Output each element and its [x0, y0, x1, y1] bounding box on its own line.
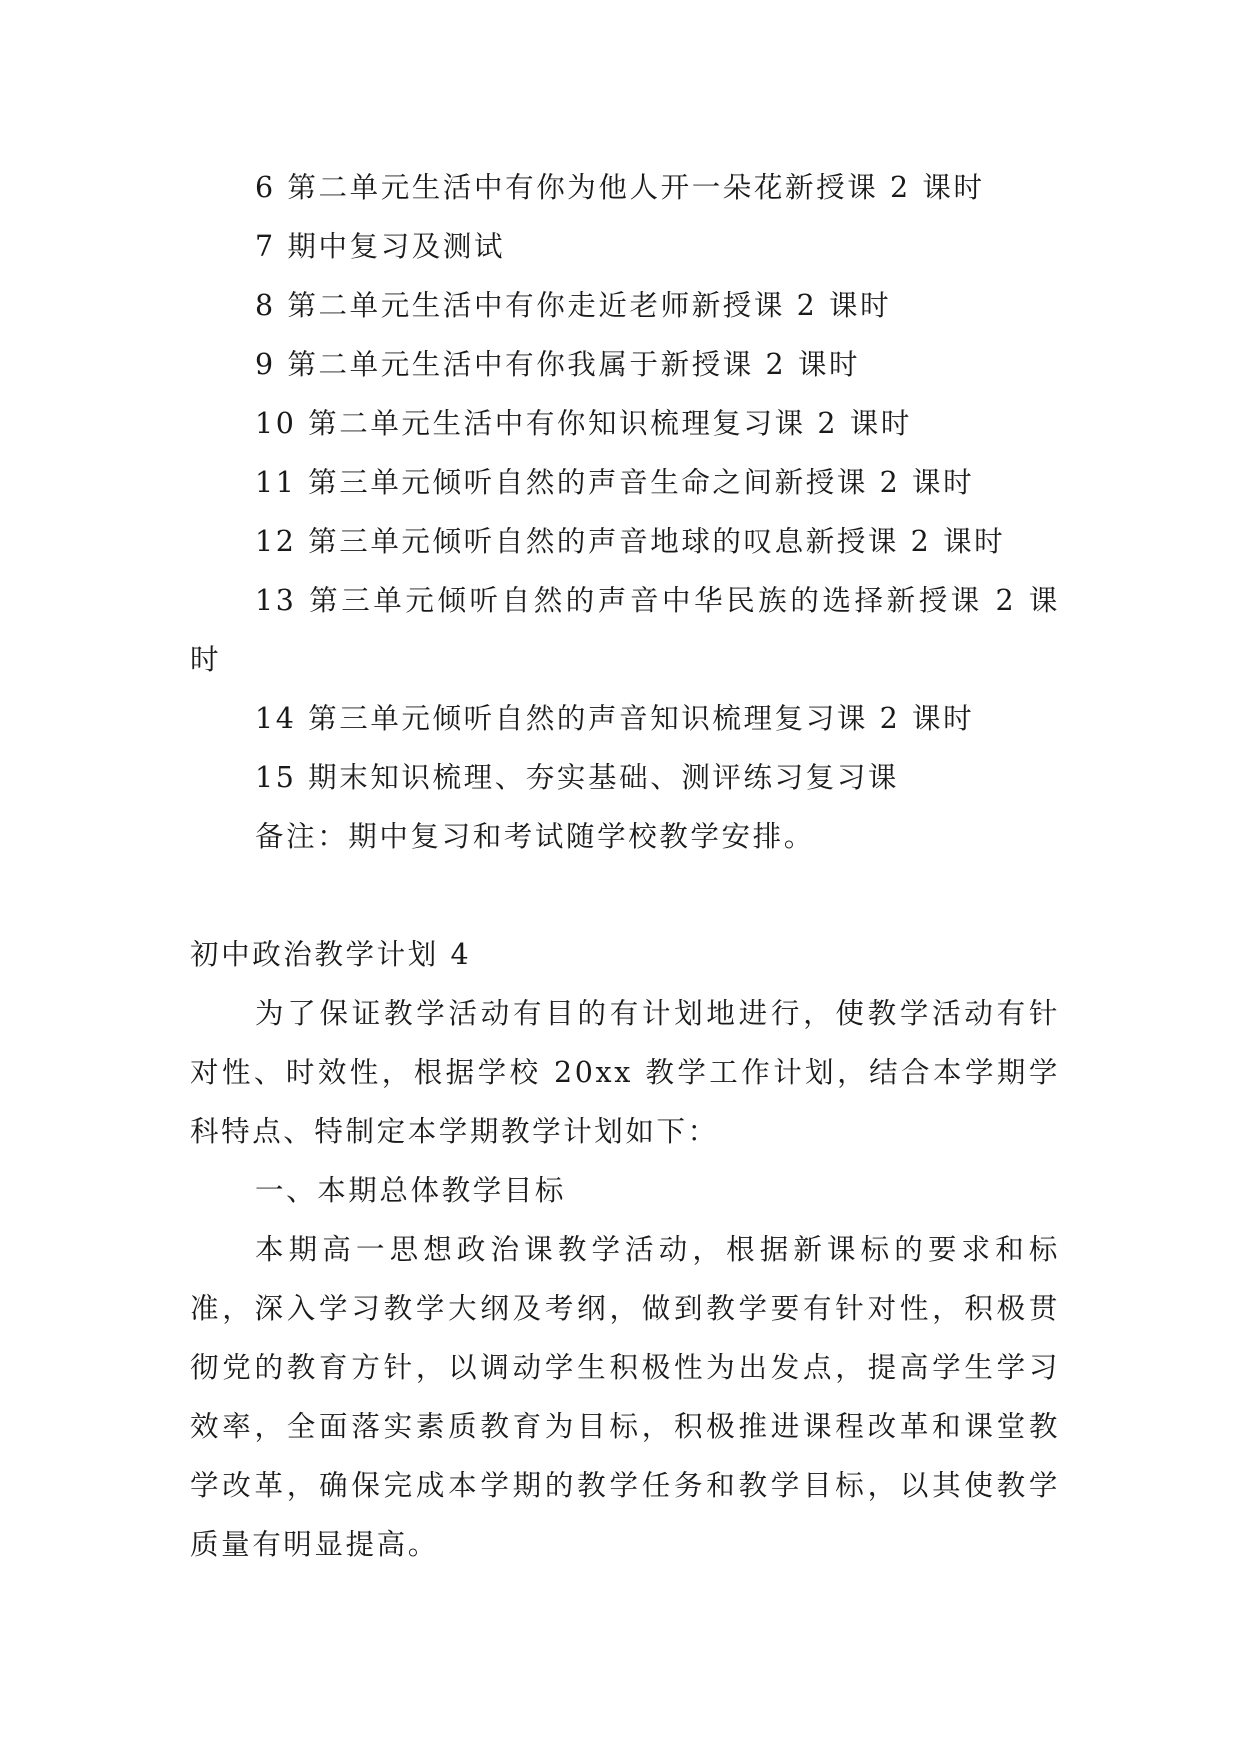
schedule-note: 备注：期中复习和考试随学校教学安排。 [255, 820, 815, 853]
schedule-item-8: 8 第二单元生活中有你走近老师新授课 2 课时 [255, 289, 892, 322]
section-title: 初中政治教学计划 4 [190, 938, 472, 971]
schedule-item-7: 7 期中复习及测试 [255, 230, 506, 263]
schedule-item-10: 10 第二单元生活中有你知识梳理复习课 2 课时 [255, 407, 912, 440]
schedule-item-13: 13 第三单元倾听自然的声音中华民族的选择新授课 2 课时 [190, 584, 1060, 676]
subheading: 一、本期总体教学目标 [255, 1174, 567, 1207]
schedule-item-14: 14 第三单元倾听自然的声音知识梳理复习课 2 课时 [255, 702, 975, 735]
intro-paragraph: 为了保证教学活动有目的有计划地进行，使教学活动有针对性、时效性，根据学校 20xx 教学工作计划，结合本学期学科特点、特制定本学期教学计划如下： [190, 997, 1060, 1148]
schedule-item-9: 9 第二单元生活中有你我属于新授课 2 课时 [255, 348, 861, 381]
schedule-item-15: 15 期末知识梳理、夯实基础、测评练习复习课 [255, 761, 900, 794]
schedule-item-12: 12 第三单元倾听自然的声音地球的叹息新授课 2 课时 [255, 525, 1006, 558]
schedule-item-6: 6 第二单元生活中有你为他人开一朵花新授课 2 课时 [255, 171, 985, 204]
document-body [190, 158, 1060, 1574]
schedule-item-11: 11 第三单元倾听自然的声音生命之间新授课 2 课时 [255, 466, 975, 499]
goal-paragraph: 本期高一思想政治课教学活动，根据新课标的要求和标准，深入学习教学大纲及考纲，做到教学要有针对性，积极贯彻党的教育方针，以调动学生积极性为出发点，提高学生学习效率，全面落实素质教育为目标，积极推进课程改革和课堂教学改革，确保完成本学期的教学任务和教学目标，以其使教学质量有明显提高。 [190, 1233, 1060, 1561]
